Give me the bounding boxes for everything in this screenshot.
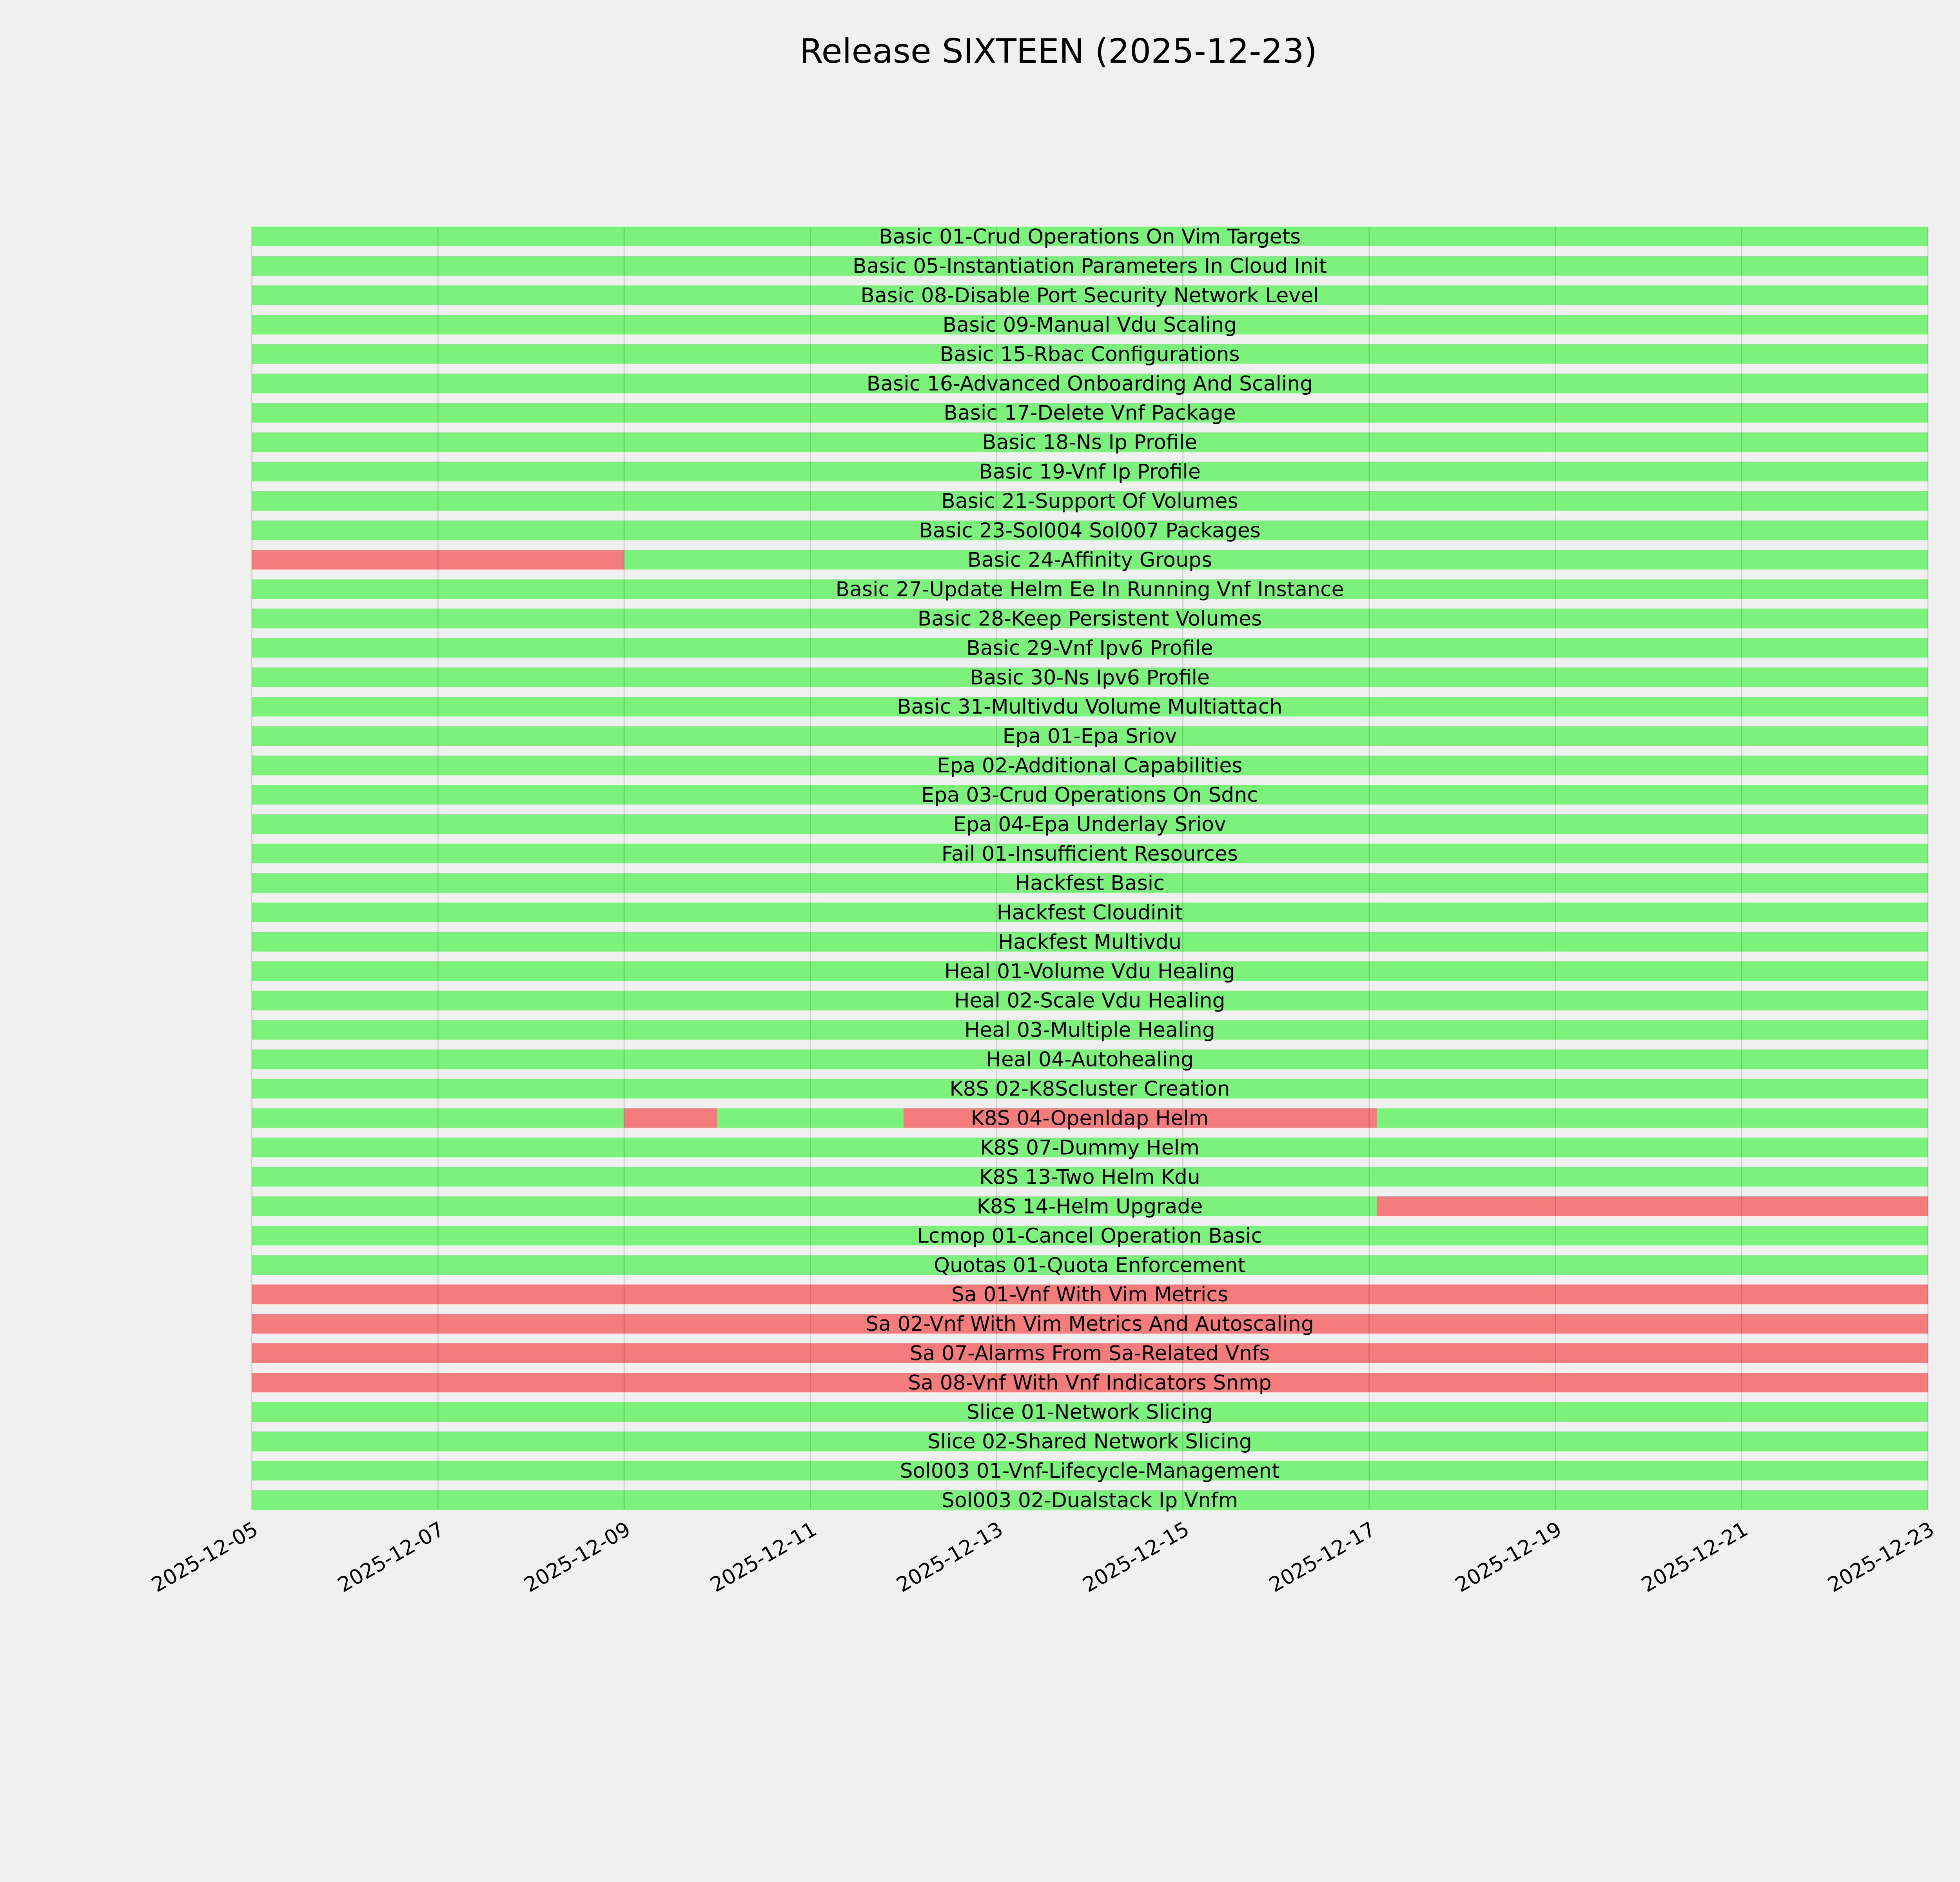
test-label: K8S 13-Two Helm Kdu <box>979 1165 1200 1189</box>
test-label: Sol003 01-Vnf-Lifecycle-Management <box>900 1459 1280 1483</box>
test-label: Epa 01-Epa Sriov <box>1002 725 1177 748</box>
test-label: Basic 05-Instantiation Parameters In Cloud Init <box>853 254 1327 278</box>
x-tick-label: 2025-12-15 <box>1079 1517 1194 1597</box>
x-tick-label: 2025-12-05 <box>147 1517 262 1597</box>
test-label: Slice 01-Network Slicing <box>966 1401 1213 1424</box>
test-label: Heal 04-Autohealing <box>985 1048 1194 1072</box>
test-label: Basic 30-Ns Ipv6 Profile <box>969 666 1210 690</box>
test-label: Basic 28-Keep Persistent Volumes <box>917 607 1262 631</box>
test-label: Sa 07-Alarms From Sa-Related Vnfs <box>909 1342 1270 1366</box>
test-label: Heal 02-Scale Vdu Healing <box>954 989 1225 1013</box>
test-label: Basic 19-Vnf Ip Profile <box>978 460 1201 484</box>
test-label: K8S 14-Helm Upgrade <box>976 1195 1203 1219</box>
test-label: Sa 02-Vnf With Vim Metrics And Autoscaling <box>866 1312 1314 1336</box>
x-tick-label: 2025-12-19 <box>1451 1517 1566 1597</box>
test-label: Heal 03-Multiple Healing <box>964 1018 1215 1042</box>
x-tick-label: 2025-12-11 <box>706 1517 821 1597</box>
test-label: Basic 01-Crud Operations On Vim Targets <box>878 225 1301 249</box>
test-label: K8S 07-Dummy Helm <box>980 1136 1200 1160</box>
test-label: Basic 18-Ns Ip Profile <box>982 431 1198 454</box>
test-label: Basic 29-Vnf Ipv6 Profile <box>966 636 1213 660</box>
test-label: K8S 04-Openldap Helm <box>971 1106 1209 1130</box>
test-bar-segment-pass <box>624 550 1928 570</box>
test-label: Quotas 01-Quota Enforcement <box>934 1253 1246 1277</box>
test-label: Fail 01-Insufficient Resources <box>941 842 1238 866</box>
test-bar-segment-fail <box>624 1108 717 1128</box>
test-label: Epa 03-Crud Operations On Sdnc <box>921 783 1258 807</box>
test-label: Basic 23-Sol004 Sol007 Packages <box>919 519 1261 543</box>
test-label: Sa 01-Vnf With Vim Metrics <box>951 1283 1229 1307</box>
test-label: Hackfest Basic <box>1015 871 1165 895</box>
x-tick-label: 2025-12-07 <box>334 1517 448 1597</box>
test-label: Basic 09-Manual Vdu Scaling <box>942 313 1237 337</box>
test-label: Basic 24-Affinity Groups <box>967 548 1212 572</box>
test-label: Basic 27-Update Helm Ee In Running Vnf Instance <box>835 578 1344 601</box>
x-tick-label: 2025-12-13 <box>893 1517 1007 1597</box>
test-label: Basic 08-Disable Port Security Network Level <box>860 283 1319 307</box>
test-label: Sol003 02-Dualstack Ip Vnfm <box>941 1488 1238 1512</box>
x-tick-label: 2025-12-21 <box>1637 1517 1752 1597</box>
test-label: Basic 17-Delete Vnf Package <box>944 401 1236 425</box>
test-label: Lcmop 01-Cancel Operation Basic <box>917 1224 1263 1248</box>
test-label: Basic 16-Advanced Onboarding And Scaling <box>866 372 1313 396</box>
test-label: Hackfest Cloudinit <box>996 901 1183 925</box>
test-bar-segment-fail <box>1377 1196 1928 1216</box>
chart-title: Release SIXTEEN (2025-12-23) <box>799 32 1318 71</box>
test-label: Sa 08-Vnf With Vnf Indicators Snmp <box>908 1371 1272 1395</box>
test-label: K8S 02-K8Scluster Creation <box>949 1077 1230 1101</box>
test-label: Slice 02-Shared Network Slicing <box>927 1430 1252 1453</box>
test-label: Basic 21-Support Of Volumes <box>941 489 1238 513</box>
test-label: Epa 04-Epa Underlay Sriov <box>953 813 1226 836</box>
x-tick-label: 2025-12-23 <box>1824 1517 1938 1597</box>
x-tick-label: 2025-12-09 <box>520 1517 635 1597</box>
test-label: Basic 31-Multivdu Volume Multiattach <box>897 695 1283 719</box>
test-label: Epa 02-Additional Capabilities <box>937 754 1243 778</box>
test-label: Hackfest Multivdu <box>998 930 1181 954</box>
test-bar-segment-pass <box>252 1195 1377 1219</box>
test-bar-segment-pass <box>1377 1108 1928 1128</box>
test-label: Basic 15-Rbac Configurations <box>940 342 1240 366</box>
x-tick-label: 2025-12-17 <box>1265 1517 1380 1597</box>
test-label: Heal 01-Volume Vdu Healing <box>944 959 1235 983</box>
